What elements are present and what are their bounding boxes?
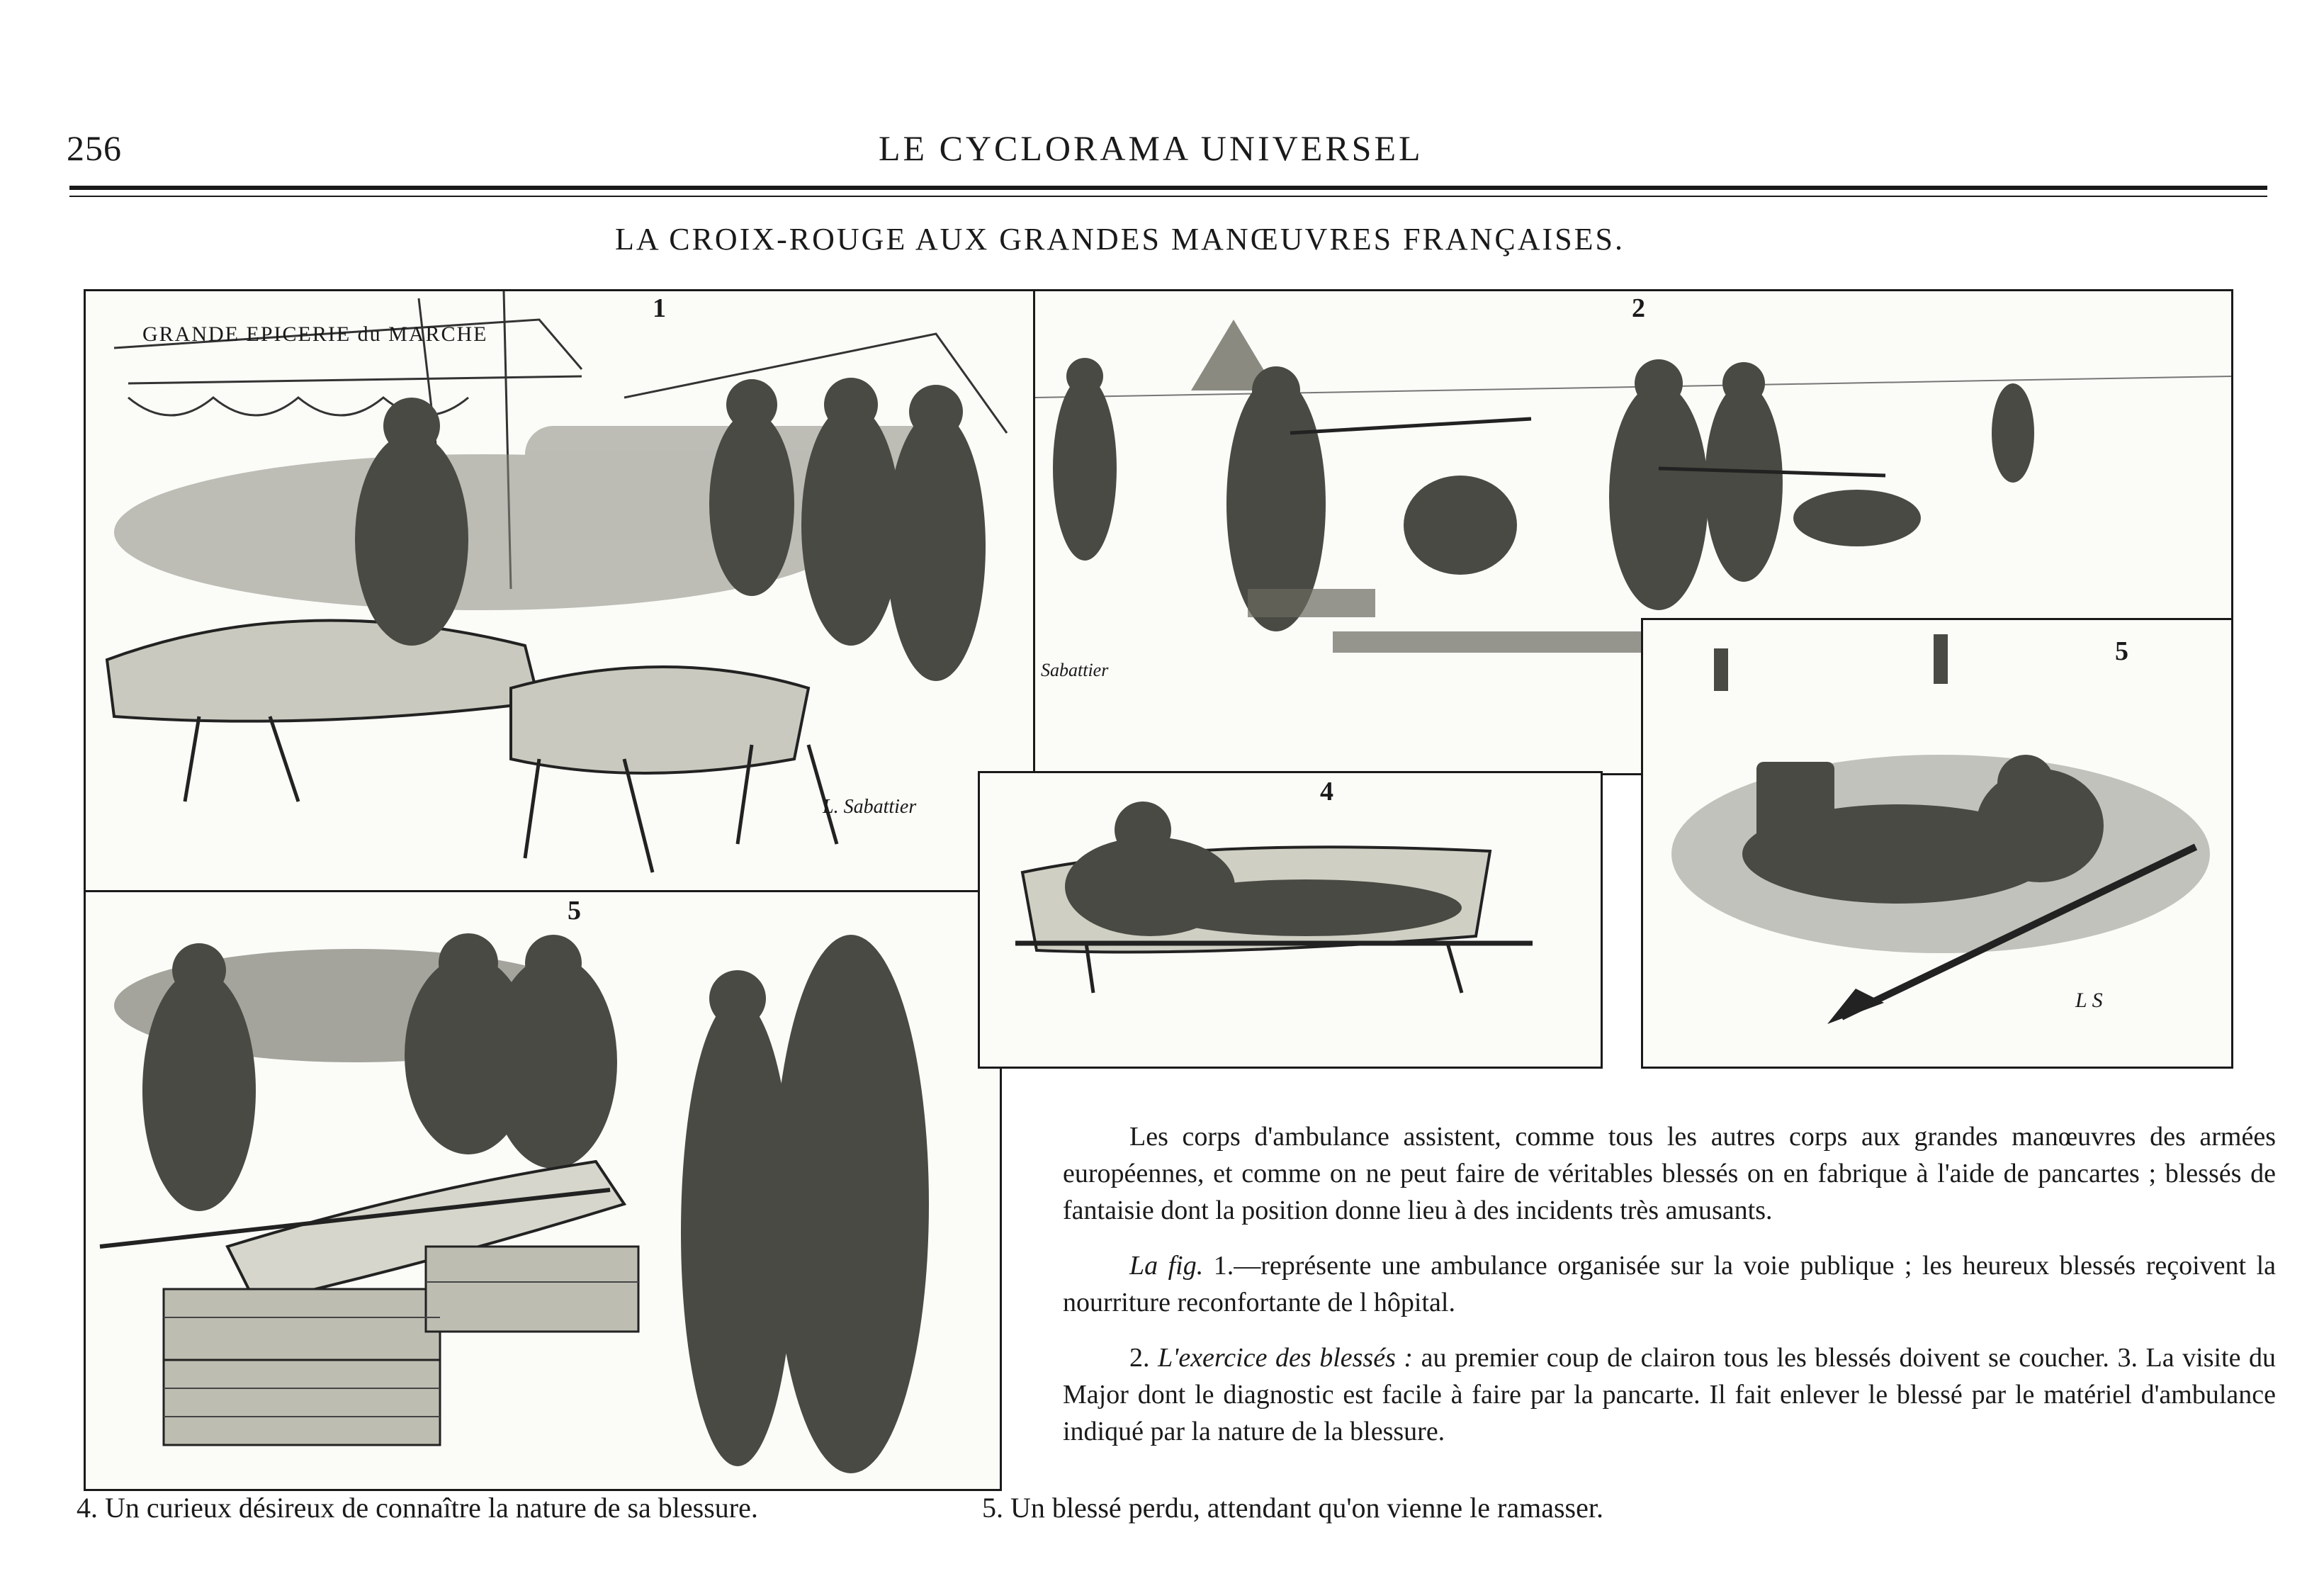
paragraph-fig1 bbox=[1063, 1247, 2276, 1321]
journal-title: LE CYCLORAMA UNIVERSEL bbox=[879, 128, 1423, 168]
header-rule bbox=[69, 186, 2267, 190]
figure-3-number: 5 bbox=[568, 896, 581, 926]
figure-3-illustration bbox=[86, 892, 1000, 1489]
figure-4-stretcher bbox=[978, 771, 1603, 1069]
figure-2-signature: Sabattier bbox=[1041, 660, 1109, 680]
figure-1-street-ambulance bbox=[84, 289, 1037, 894]
figure-2-number: 2 bbox=[1632, 293, 1645, 323]
paragraph-fig2 bbox=[1063, 1339, 2276, 1450]
article-body bbox=[1063, 1118, 2276, 1468]
figure-5-lost-wounded bbox=[1641, 618, 2233, 1069]
figure-1-signature: L. Sabattier bbox=[823, 796, 917, 818]
figure-5-number: 5 bbox=[2115, 636, 2128, 666]
paragraph-fig1-text: 1.—représente une ambulance organisée sur la voie publique ; les heureux blessés reçoivent la nourriture reconfortante de l hôpital. bbox=[1063, 1251, 2276, 1317]
paragraph-intro-text: Les corps d'ambulance assistent, comme tous les autres corps aux grandes manœuvres des armées européennes, et comme on ne peut faire de véritables blessés on en fabrique à l'aide de pancartes ; blessés de fantaisie dont la position donne lieu à des incidents très amusants. bbox=[1063, 1122, 2276, 1225]
figure-4-illustration bbox=[980, 773, 1601, 1067]
paragraph-fig2-number: 2. bbox=[1129, 1343, 1158, 1373]
page-number: 256 bbox=[67, 128, 122, 168]
article-title: LA CROIX-ROUGE AUX GRANDES MANŒUVRES FRANÇAISES. bbox=[615, 222, 1625, 257]
paragraph-intro bbox=[1063, 1118, 2276, 1229]
caption-figure-5: 5. Un blessé perdu, attendant qu'on vienne le ramasser. bbox=[982, 1492, 1603, 1524]
paragraph-fig2-text: au premier coup de clairon tous les blessés doivent se coucher. 3. La visite du Major dont le diagnostic est facile à faire par la pancarte. Il fait enlever le blessé par le matériel d'ambulance indiqué par la nature de la blessure. bbox=[1063, 1343, 2277, 1446]
caption-figure-4: 4. Un curieux désireux de connaître la nature de sa blessure. bbox=[77, 1492, 758, 1524]
figure-4-number: 4 bbox=[1320, 777, 1333, 806]
figure-3-major-visit bbox=[84, 890, 1002, 1491]
header-rule-thin bbox=[69, 196, 2267, 197]
figure-1-shop-sign: GRANDE EPICERIE du MARCHE bbox=[142, 322, 488, 346]
figure-5-signature: L S bbox=[2075, 989, 2103, 1012]
figure-1-number: 1 bbox=[653, 293, 666, 323]
paragraph-fig2-lead: L'exercice des blessés : bbox=[1158, 1343, 1414, 1373]
figure-5-illustration bbox=[1643, 620, 2231, 1067]
paragraph-fig1-lead: La fig. bbox=[1129, 1251, 1204, 1281]
